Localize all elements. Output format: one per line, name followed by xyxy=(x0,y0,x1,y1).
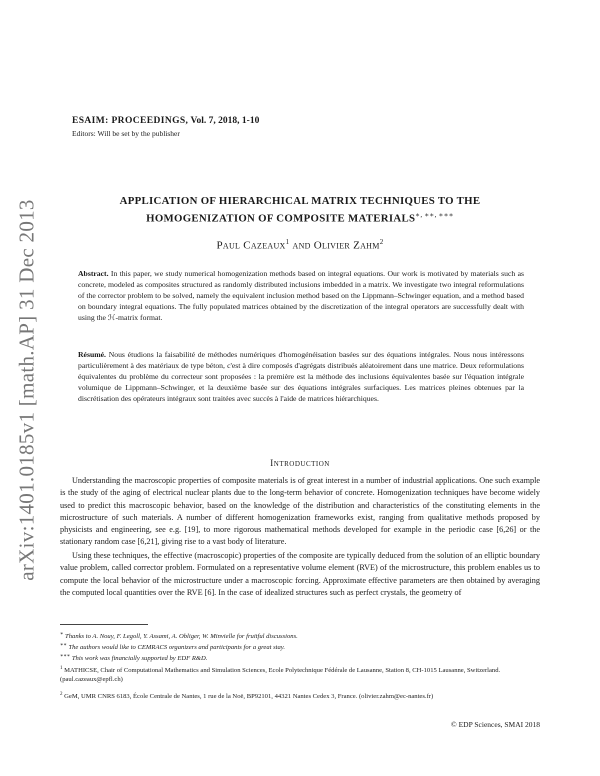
title-line-1: APPLICATION OF HIERARCHICAL MATRIX TECHNIQUES TO THE xyxy=(119,195,481,207)
footnote xyxy=(60,690,540,701)
author-list xyxy=(60,238,540,252)
paper-title xyxy=(60,194,540,226)
footnote-divider xyxy=(60,624,148,625)
abstract xyxy=(78,268,524,323)
abstract-text: In this paper, we study numerical homogenization methods based on integral equations. Our work is motivated by materials such as concrete, modeled as composites structured as randomly distributed inclusions imbedded in a matrix. We investigate two integral reformulations of the corrector problem to be solved, namely the equivalent inclusion method based on the Lippmann–Schwinger equation, and a method based on boundary integral equations. The fully populated matrices obtained by the discretization of the integral operators are successfully dealt with using the ℋ-matrix format. xyxy=(78,269,524,322)
footnote-mark: 2 xyxy=(60,692,63,697)
footnote xyxy=(60,664,540,684)
author-2-affil: 2 xyxy=(379,238,384,246)
abstract-label: Abstract. xyxy=(78,269,109,278)
footnote-text: The authors would like to CEMRACS organizers and participants for a great stay. xyxy=(66,644,286,652)
footnote-mark: ∗ xyxy=(60,632,64,637)
title-line-2-text: HOMOGENIZATION OF COMPOSITE MATERIALS xyxy=(146,212,416,225)
section-title: Introduction xyxy=(270,459,330,469)
copyright-notice: © EDP Sciences, SMAI 2018 xyxy=(451,720,540,729)
footnote-text: Thanks to A. Nouy, F. Legoll, Y. Assami, A. Obliger, W. Minvielle for fruitful discussions. xyxy=(63,633,298,641)
footnote-text: MATHICSE, Chair of Computational Mathematics and Simulation Sciences, Ecole Polytechnique Fédérale de Lausanne, Station 8, CH-1015 Lausanne, Switzerland. (paul.cazeaux@epfl.ch) xyxy=(60,667,501,684)
journal-name: ESAIM: PROCEEDINGS, xyxy=(72,116,189,126)
title-line-2 xyxy=(60,208,540,226)
paragraph: Using these techniques, the effective (macroscopic) properties of the composite are typically deduced from the solution of an elliptic boundary value problem, called corrector problem. Formulated on a representative volume element (RVE) of the microstructure, this problem enables us to compute the local behavior of the microstructure under a macroscopic forcing. Approximate effective parameters are then obtained by averaging the computed local quantities over the RVE [6]. In the case of idealized structures such as perfect crystals, the geometry of xyxy=(60,551,540,597)
resume-label: Résumé. xyxy=(78,350,106,359)
title-footnote-marks: ∗, ∗∗, ∗∗∗ xyxy=(415,211,454,219)
footnote-text: This work was financially supported by EDF R&D. xyxy=(70,655,208,663)
paragraph: Understanding the macroscopic properties of composite materials is of great interest in a number of industrial applications. One such example is the study of the aging of electrical nuclear plants due to the long-term behavior of concrete. Homogenization techniques have become widely used to predict this macroscopic behavior, based on the knowledge of the distribution and characteristics of the constituting elements in the microstructure of such materials. A number of different homogenization frameworks exist, ranging from qualitative methods proposed by physicists and engineering, see e.g. [19], to more rigorous mathematical methods developed for example in the periodic case [6,26] or the stationary random case [6,21], giving rise to a vast body of literature. xyxy=(60,476,540,547)
arxiv-stamp xyxy=(14,200,40,580)
footnote-text: GeM, UMR CNRS 6183, École Centrale de Nantes, 1 rue de la Noë, BP92101, 44321 Nantes Cedex 3, France. (olivier.zahm@ec-nantes.fr) xyxy=(62,693,434,701)
author-conjunction: and xyxy=(289,239,314,252)
editors-line: Editors: Will be set by the publisher xyxy=(72,129,180,138)
footnote xyxy=(60,630,540,641)
footnote-mark: ∗∗∗ xyxy=(60,654,71,659)
arxiv-stamp-text: arXiv:1401.0185v1 [math.AP] 31 Dec 2013 xyxy=(14,199,39,581)
footnote xyxy=(60,641,540,652)
author-1-affil: 1 xyxy=(285,238,290,246)
footnote xyxy=(60,652,540,663)
author-2: Olivier Zahm xyxy=(313,239,380,252)
journal-volume: Vol. 7, 2018, 1-10 xyxy=(188,116,260,126)
footnote-mark: ∗∗ xyxy=(60,643,67,648)
resume xyxy=(78,349,524,404)
author-1: Paul Cazeaux xyxy=(216,239,286,252)
footnote-mark: 1 xyxy=(60,666,63,671)
resume-text: Nous étudions la faisabilité de méthodes numériques d'homogénéisation basées sur des équations intégrales. Nous nous intéressons particulièrement à des matériaux de type béton, c'est à dire composés d'agrégats distribués aléatoirement dans une matrice. Deux reformulations équivalentes du problème du correcteur sont proposées : la première est la méthode des inclusions équivalentes basée sur l'équation intégrale volumique de Lippmann–Schwinger, et la deuxième basée sur des équations intégrales surfaciques. Les matrices pleines obtenues par la discrétisation des opérateurs intégraux sont traitées avec succès à l'aide de matrices hiérarchiques. xyxy=(78,350,524,403)
journal-header xyxy=(72,116,259,126)
